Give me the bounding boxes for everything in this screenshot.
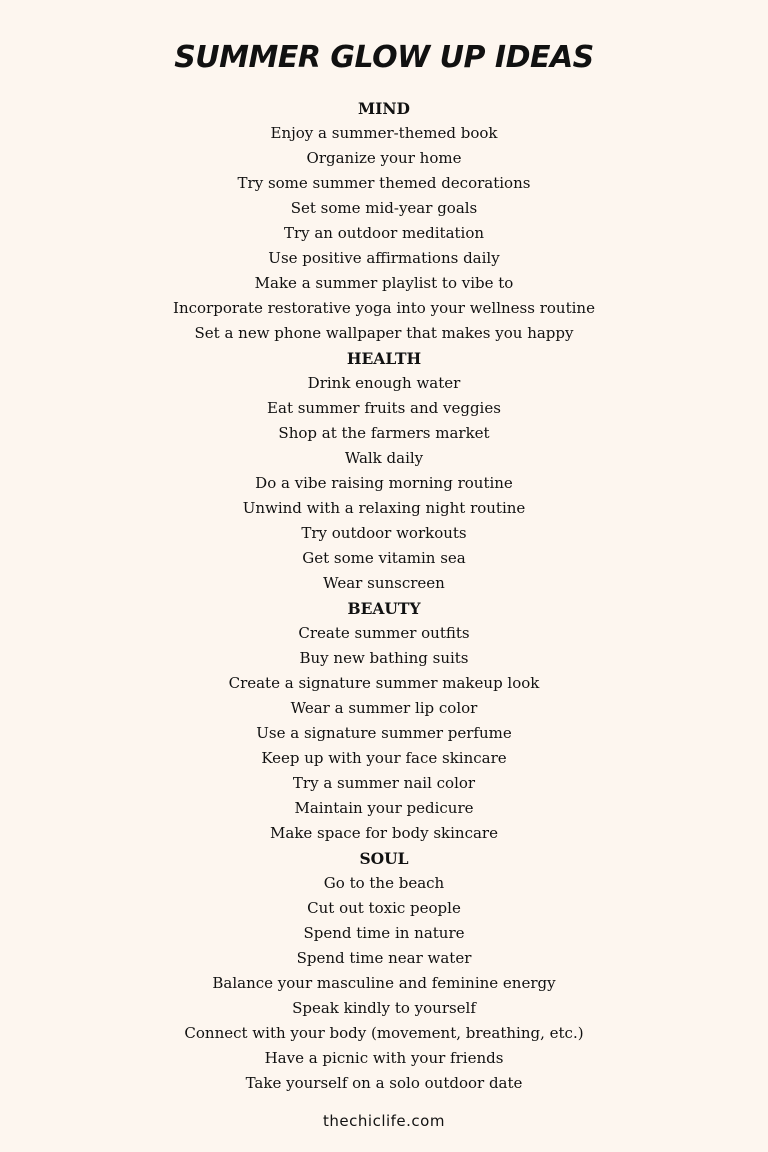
list-item: Try some summer themed decorations bbox=[237, 174, 531, 192]
list-item: Unwind with a relaxing night routine bbox=[242, 499, 526, 517]
list-item: Spend time near water bbox=[296, 949, 472, 967]
section-heading: SOUL bbox=[359, 849, 409, 868]
list-item: Set a new phone wallpaper that makes you happy bbox=[194, 324, 574, 342]
list-item: Keep up with your face skincare bbox=[261, 749, 507, 767]
list-item: Make a summer playlist to vibe to bbox=[254, 274, 514, 292]
page-title: SUMMER GLOW UP IDEAS bbox=[174, 40, 594, 75]
list-item: Get some vitamin sea bbox=[302, 549, 466, 567]
list-item: Shop at the farmers market bbox=[278, 424, 490, 442]
list-item: Try a summer nail color bbox=[292, 774, 476, 792]
list-item: Wear sunscreen bbox=[323, 574, 445, 592]
list-item: Balance your masculine and feminine energy bbox=[212, 974, 556, 992]
list-item: Take yourself on a solo outdoor date bbox=[245, 1074, 523, 1092]
list-item: Do a vibe raising morning routine bbox=[255, 474, 513, 492]
ideas-list bbox=[0, 96, 768, 1096]
list-item: Cut out toxic people bbox=[307, 899, 461, 917]
list-item: Use a signature summer perfume bbox=[256, 724, 512, 742]
section-mind bbox=[0, 96, 768, 346]
list-item: Create a signature summer makeup look bbox=[228, 674, 540, 692]
list-item: Drink enough water bbox=[307, 374, 461, 392]
list-item: Incorporate restorative yoga into your wellness routine bbox=[173, 299, 595, 317]
list-item: Speak kindly to yourself bbox=[292, 999, 476, 1017]
section-heading: HEALTH bbox=[346, 349, 422, 368]
list-item: Eat summer fruits and veggies bbox=[267, 399, 501, 417]
section-heading: MIND bbox=[357, 99, 411, 118]
section-heading: BEAUTY bbox=[347, 599, 421, 618]
section-health bbox=[0, 346, 768, 596]
list-item: Try outdoor workouts bbox=[301, 524, 467, 542]
list-item: Make space for body skincare bbox=[270, 824, 498, 842]
list-item: Connect with your body (movement, breathing, etc.) bbox=[184, 1024, 584, 1042]
list-item: Walk daily bbox=[344, 449, 424, 467]
list-item: Enjoy a summer-themed book bbox=[270, 124, 498, 142]
list-item: Go to the beach bbox=[323, 874, 445, 892]
section-soul bbox=[0, 846, 768, 1096]
list-item: Set some mid-year goals bbox=[290, 199, 478, 217]
list-item: Maintain your pedicure bbox=[294, 799, 474, 817]
list-item: Try an outdoor meditation bbox=[283, 224, 485, 242]
section-beauty bbox=[0, 596, 768, 846]
list-item: Have a picnic with your friends bbox=[264, 1049, 504, 1067]
list-item: Spend time in nature bbox=[303, 924, 465, 942]
site-credit: thechiclife.com bbox=[323, 1112, 445, 1130]
list-item: Organize your home bbox=[306, 149, 462, 167]
list-item: Use positive affirmations daily bbox=[268, 249, 500, 267]
list-item: Create summer outfits bbox=[298, 624, 470, 642]
list-item: Wear a summer lip color bbox=[290, 699, 478, 717]
list-item: Buy new bathing suits bbox=[299, 649, 469, 667]
